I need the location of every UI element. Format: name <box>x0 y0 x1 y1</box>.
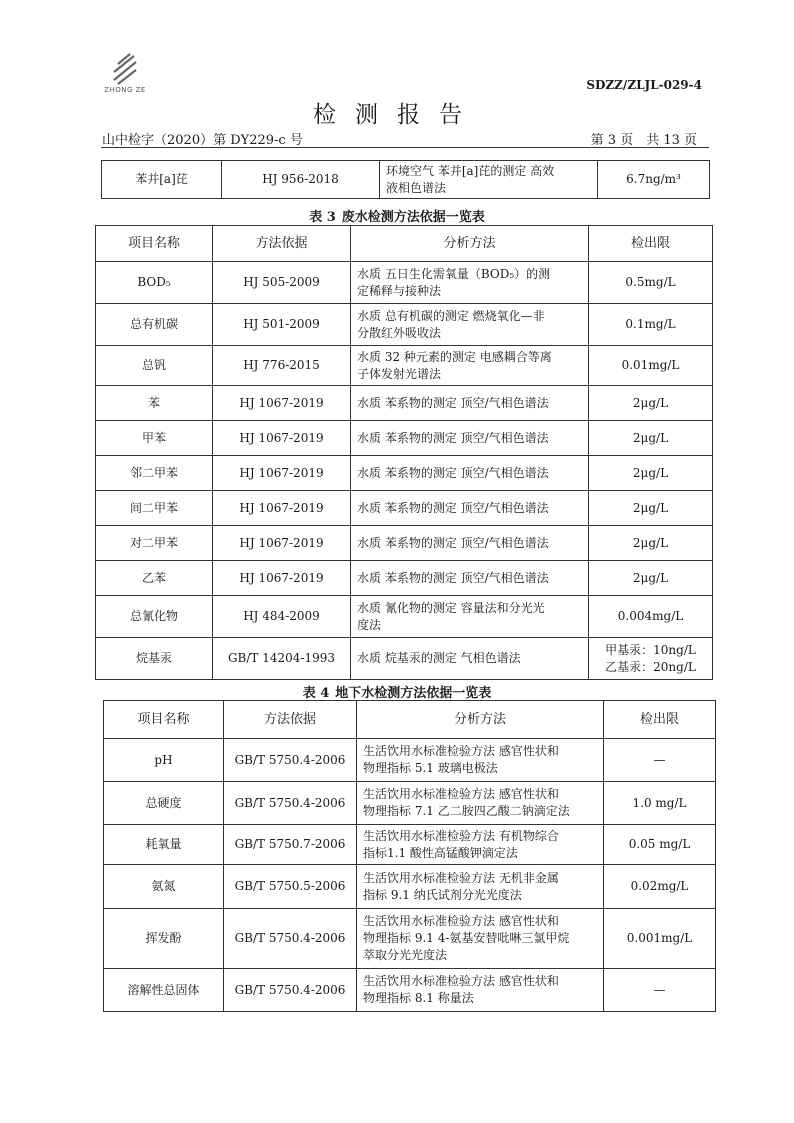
item-name-cell: 乙苯 <box>96 561 213 596</box>
column-header: 项目名称 <box>104 701 224 739</box>
method-line: 水质 苯系物的测定 顶空/气相色谱法 <box>357 535 549 550</box>
method-line: 水质 氰化物的测定 容量法和分光光 <box>357 600 545 615</box>
standard-cell: GB/T 5750.4-2006 <box>224 782 357 825</box>
detection-limit-cell <box>589 456 713 491</box>
table-row <box>102 161 710 199</box>
limit-line: 0.004mg/L <box>617 609 684 623</box>
table-row <box>96 346 713 386</box>
method-cell <box>357 782 604 825</box>
table-row <box>96 421 713 456</box>
item-name-cell: 总钒 <box>96 346 213 386</box>
standard-cell: HJ 505-2009 <box>213 262 351 304</box>
table4-caption <box>0 682 794 701</box>
item-name-cell: 苯 <box>96 386 213 421</box>
method-line: 生活饮用水标准检验方法 感官性状和 <box>363 914 559 928</box>
limit-line: 2μg/L <box>632 535 669 550</box>
detection-limit-cell <box>589 304 713 346</box>
standard-cell: HJ 484-2009 <box>213 596 351 638</box>
method-line: 度法 <box>357 617 382 632</box>
standard-cell: HJ 1067-2019 <box>213 386 351 421</box>
method-line: 定稀释与接种法 <box>357 283 442 298</box>
table-header-row <box>104 701 716 739</box>
standard-cell: HJ 501-2009 <box>213 304 351 346</box>
limit-line: 2μg/L <box>632 465 669 480</box>
table-row <box>104 865 716 909</box>
limit-line: 0.01mg/L <box>621 358 680 372</box>
table-row <box>104 739 716 782</box>
method-line: 水质 烷基汞的测定 气相色谱法 <box>357 651 521 665</box>
table-row <box>96 456 713 491</box>
method-line: 水质 总有机碳的测定 燃烧氧化—非 <box>357 308 545 323</box>
method-line: 生活饮用水标准检验方法 感官性状和 <box>363 787 559 801</box>
limit-line: 2μg/L <box>632 430 669 445</box>
item-name-cell: 总有机碳 <box>96 304 213 346</box>
method-line: 萃取分光光度法 <box>363 948 448 962</box>
item-name-cell: 邻二甲苯 <box>96 456 213 491</box>
method-line: 指标1.1 酸性高锰酸钾滴定法 <box>363 845 518 860</box>
detection-limit-cell <box>589 491 713 526</box>
page-title: 检测报告 <box>313 102 481 128</box>
detection-limit-cell <box>589 638 713 680</box>
method-line: 生活饮用水标准检验方法 感官性状和 <box>363 974 559 988</box>
table4-groundwater-methods <box>103 700 716 1012</box>
method-line: 生活饮用水标准检验方法 有机物综合 <box>363 828 559 843</box>
standard-cell: GB/T 5750.4-2006 <box>224 969 357 1012</box>
detection-limit-cell: 0.05 mg/L <box>604 825 716 865</box>
method-line: 环境空气 苯并[a]芘的测定 高效 <box>386 163 555 178</box>
table-row <box>96 304 713 346</box>
document-code: SDZZ/ZLJL-029-4 <box>586 78 702 92</box>
method-line: 物理指标 8.1 称量法 <box>363 991 474 1005</box>
method-cell <box>351 304 589 346</box>
method-cell <box>351 638 589 680</box>
method-line: 物理指标 7.1 乙二胺四乙酸二钠滴定法 <box>363 804 570 818</box>
limit-line: 0.1mg/L <box>625 317 676 331</box>
standard-cell: HJ 1067-2019 <box>213 421 351 456</box>
standard-cell: GB/T 5750.7-2006 <box>224 825 357 865</box>
table4-caption-number: 表 4 <box>302 686 330 701</box>
limit-line: 乙基汞：20ng/L <box>605 659 696 674</box>
standard-cell: GB/T 5750.4-2006 <box>224 739 357 782</box>
method-cell <box>357 909 604 969</box>
limit-line: 甲基汞：10ng/L <box>605 642 696 657</box>
method-line: 水质 苯系物的测定 顶空/气相色谱法 <box>357 430 549 445</box>
limit-line: 0.5mg/L <box>625 275 676 289</box>
method-cell <box>351 456 589 491</box>
table-row <box>96 596 713 638</box>
table-header-row <box>96 226 713 262</box>
column-header: 检出限 <box>589 226 713 262</box>
detection-limit-cell: 0.001mg/L <box>604 909 716 969</box>
method-line: 水质 五日生化需氧量（BOD₅）的测 <box>357 266 551 281</box>
method-cell <box>351 561 589 596</box>
method-cell <box>351 596 589 638</box>
item-name-cell: 烷基汞 <box>96 638 213 680</box>
standard-cell: HJ 776-2015 <box>213 346 351 386</box>
method-line: 生活饮用水标准检验方法 无机非金属 <box>363 870 559 885</box>
method-line: 物理指标 5.1 玻璃电极法 <box>363 761 498 775</box>
column-header: 方法依据 <box>213 226 351 262</box>
method-line: 指标 9.1 纳氏试剂分光光度法 <box>363 887 522 902</box>
standard-cell: GB/T 5750.5-2006 <box>224 865 357 909</box>
item-name-cell: BOD₅ <box>96 262 213 304</box>
table-row <box>96 561 713 596</box>
item-name-cell: 氨氮 <box>104 865 224 909</box>
detection-limit-cell: 0.02mg/L <box>604 865 716 909</box>
method-cell <box>357 739 604 782</box>
item-name-cell: 间二甲苯 <box>96 491 213 526</box>
column-header: 检出限 <box>604 701 716 739</box>
method-line: 生活饮用水标准检验方法 感官性状和 <box>363 744 559 758</box>
standard-cell: GB/T 14204-1993 <box>213 638 351 680</box>
table-row <box>96 386 713 421</box>
table-row <box>96 638 713 680</box>
detection-limit-cell <box>589 262 713 304</box>
detection-limit-cell <box>589 561 713 596</box>
method-cell <box>357 865 604 909</box>
column-header: 分析方法 <box>351 226 589 262</box>
method-line: 水质 32 种元素的测定 电感耦合等离 <box>357 349 552 364</box>
item-name-cell: 对二甲苯 <box>96 526 213 561</box>
method-line: 物理指标 9.1 4-氨基安替吡啉三氯甲烷 <box>363 931 570 945</box>
table3-caption <box>0 206 794 225</box>
method-cell <box>351 526 589 561</box>
detection-limit-cell <box>589 596 713 638</box>
standard-cell: HJ 1067-2019 <box>213 491 351 526</box>
detection-limit-cell: 6.7ng/m³ <box>598 161 710 199</box>
page-number: 第 3 页 共 13 页 <box>590 133 697 148</box>
method-cell <box>351 421 589 456</box>
item-name-cell: 挥发酚 <box>104 909 224 969</box>
detection-limit-cell: — <box>604 739 716 782</box>
item-name-cell: 总氰化物 <box>96 596 213 638</box>
table-row <box>104 969 716 1012</box>
item-name-cell: 苯并[a]芘 <box>102 161 222 199</box>
table-row <box>104 909 716 969</box>
table3-caption-number: 表 3 <box>309 210 336 225</box>
detection-limit-cell <box>589 421 713 456</box>
method-cell <box>351 346 589 386</box>
item-name-cell: 甲苯 <box>96 421 213 456</box>
method-line: 子体发射光谱法 <box>357 366 442 381</box>
header-divider <box>101 147 709 148</box>
limit-line: 2μg/L <box>632 500 669 515</box>
table-row <box>104 782 716 825</box>
item-name-cell: 溶解性总固体 <box>104 969 224 1012</box>
detection-limit-cell <box>589 346 713 386</box>
standard-cell: HJ 1067-2019 <box>213 456 351 491</box>
report-number: 山中检字（2020）第 DY229-c 号 <box>102 133 303 148</box>
method-cell <box>357 969 604 1012</box>
logo-text: ZHONG ZE <box>104 86 146 94</box>
column-header: 方法依据 <box>224 701 357 739</box>
method-line: 分散红外吸收法 <box>357 325 442 340</box>
detection-limit-cell <box>589 386 713 421</box>
method-cell <box>357 825 604 865</box>
method-cell <box>380 161 598 199</box>
column-header: 分析方法 <box>357 701 604 739</box>
method-line: 水质 苯系物的测定 顶空/气相色谱法 <box>357 465 549 480</box>
table-row <box>96 491 713 526</box>
method-line: 液相色谱法 <box>386 180 447 195</box>
standard-cell: HJ 1067-2019 <box>213 526 351 561</box>
method-line: 水质 苯系物的测定 顶空/气相色谱法 <box>357 500 549 515</box>
table-row <box>96 262 713 304</box>
item-name-cell: pH <box>104 739 224 782</box>
method-cell <box>351 386 589 421</box>
table-row <box>104 825 716 865</box>
standard-cell: HJ 1067-2019 <box>213 561 351 596</box>
table3-wastewater-methods <box>95 225 713 680</box>
method-line: 水质 苯系物的测定 顶空/气相色谱法 <box>357 570 549 585</box>
standard-cell: GB/T 5750.4-2006 <box>224 909 357 969</box>
standard-cell: HJ 956-2018 <box>222 161 380 199</box>
table4-caption-text: 地下水检测方法依据一览表 <box>335 686 492 701</box>
method-line: 水质 苯系物的测定 顶空/气相色谱法 <box>357 395 549 410</box>
detection-limit-cell <box>589 526 713 561</box>
item-name-cell: 总硬度 <box>104 782 224 825</box>
table-continuation <box>101 160 710 199</box>
method-cell <box>351 262 589 304</box>
table3-caption-text: 废水检测方法依据一览表 <box>341 210 485 225</box>
method-cell <box>351 491 589 526</box>
item-name-cell: 耗氧量 <box>104 825 224 865</box>
detection-limit-cell: — <box>604 969 716 1012</box>
limit-line: 2μg/L <box>632 570 669 585</box>
table-row <box>96 526 713 561</box>
limit-line: 2μg/L <box>632 395 669 410</box>
column-header: 项目名称 <box>96 226 213 262</box>
detection-limit-cell: 1.0 mg/L <box>604 782 716 825</box>
